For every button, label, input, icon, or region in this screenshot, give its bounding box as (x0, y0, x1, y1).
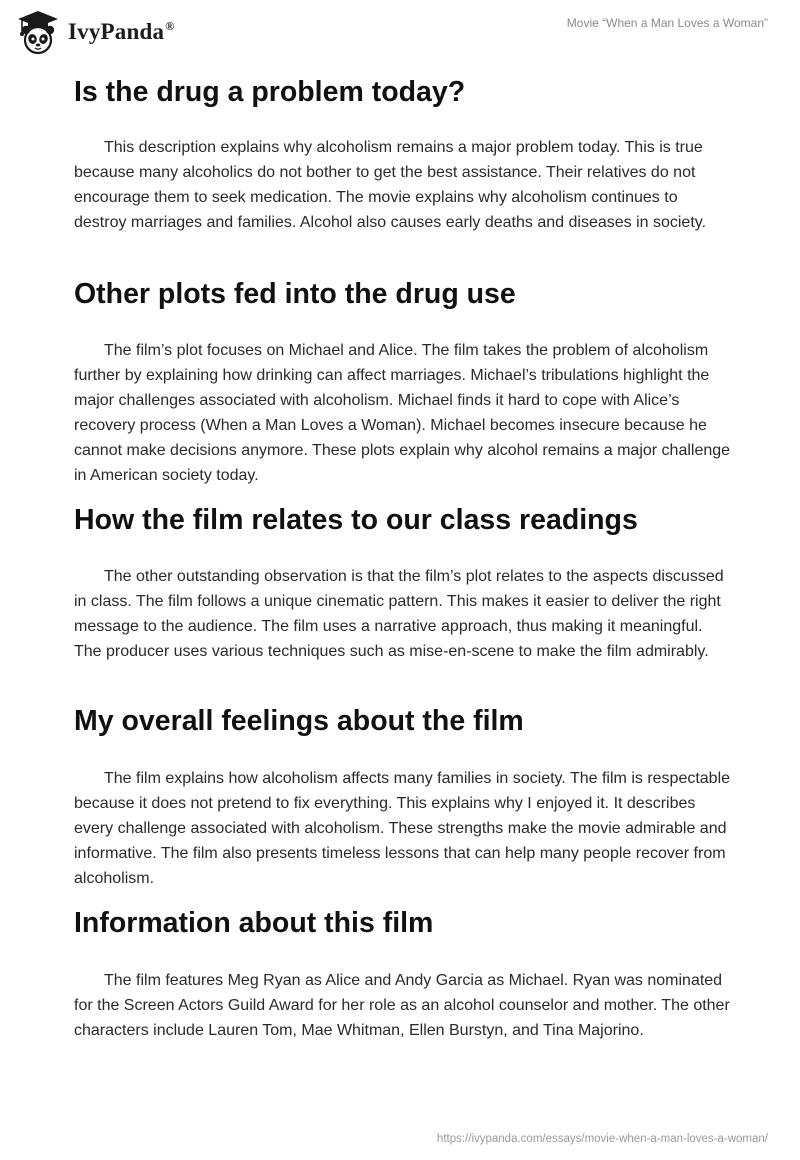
brand-name: IvyPanda® (68, 19, 175, 44)
panda-graduation-icon (14, 9, 62, 55)
running-title: Movie “When a Man Loves a Woman” (566, 16, 768, 30)
brand-logo[interactable] (14, 9, 174, 55)
section-paragraph: The film features Meg Ryan as Alice and Andy Garcia as Michael. Ryan was nominated for the Screen Actors Guild Award for her role as an alcohol counselor and mother. The other characters include Lauren Tom, Mae Whitman, Ellen Burstyn, and Tina Majorino. (74, 972, 730, 1039)
section-heading: Is the drug a problem today? (74, 76, 466, 108)
section-heading: Information about this film (74, 907, 434, 939)
section-paragraph: This description explains why alcoholism remains a major problem today. This is true because many alcoholics do not bother to get the best assistance. Their relatives do not encourage them to seek medication. The movie explains why alcoholism continues to destroy marriages and families. Alcohol also causes early deaths and diseases in society. (74, 139, 707, 231)
section-paragraph: The film’s plot focuses on Michael and Alice. The film takes the problem of alcoholism further by explaining how drinking can affect marriages. Michael’s tribulations highlight the major challenges associated with alcoholism. Michael finds it hard to cope with Alice’s recovery process (When a Man Loves a Woman). Michael becomes insecure because he cannot make decisions anymore. These plots explain why alcohol remains a major challenge in American society today. (74, 342, 731, 484)
source-url-link[interactable]: https://ivypanda.com/essays/movie-when-a-man-loves-a-woman/ (436, 1133, 768, 1145)
section-paragraph: The other outstanding observation is that the film’s plot relates to the aspects discussed in class. The film follows a unique cinematic pattern. This makes it easier to deliver the right message to the audience. The film uses a narrative approach, thus making it meaningful. The producer uses various techniques such as mise-en-scene to make the film admirably. (74, 568, 724, 660)
section-heading: My overall feelings about the film (74, 705, 524, 737)
section-heading: Other plots fed into the drug use (74, 278, 516, 310)
section-heading: How the film relates to our class readings (74, 504, 638, 536)
section-paragraph: The film explains how alcoholism affects many families in society. The film is respectable because it does not pretend to fix everything. This explains why I enjoyed it. It describes every challenge associated with alcoholism. These strengths make the movie admirable and informative. The film also presents timeless lessons that can help many people recover from alcoholism. (74, 770, 731, 887)
page-header (0, 0, 800, 64)
